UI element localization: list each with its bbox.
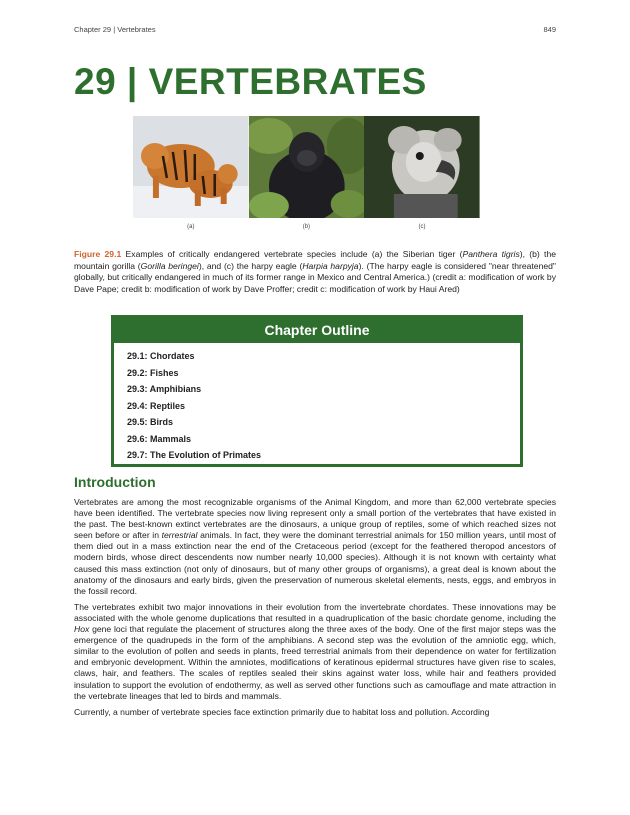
- harpy-eagle-photo: [364, 116, 480, 218]
- caption-text: ), and (c) the harpy eagle (: [198, 260, 303, 271]
- introduction-body: [74, 497, 556, 723]
- figure-label: Figure 29.1: [74, 249, 122, 259]
- text-run: Vertebrates are among the most recognizable organisms of the Animal Kingdom, and more than 62,000 vertebrate species have been identified. The vertebrate species now living represent only a small portion of the vertebrates that have existed in the past. The best-known extinct vertebrates are the dinosaurs, a unique group of reptiles, some of which reached sizes not seen before or after in: [74, 497, 556, 541]
- figure-photos: [133, 116, 480, 218]
- caption-species-eagle: Harpia harpyja: [302, 260, 359, 271]
- figure-caption: [74, 249, 556, 296]
- outline-item[interactable]: 29.2: Fishes: [127, 367, 179, 378]
- outline-item[interactable]: 29.7: The Evolution of Primates: [127, 450, 262, 460]
- caption-species-tiger: Panthera tigris: [462, 249, 520, 259]
- header-chapter-label: Chapter 29 | Vertebrates: [74, 25, 156, 34]
- text-run: gene loci that regulate the placement of structures along the three axes of the body. One of the first major steps was the emergence of the quadrupeds in the form of the amphibians. A second step was the evolution of the amniotic egg, which, similar to the evolution of pollen and seeds in plants, freed terrestrial animals from their dependence on water for fertilization and embryonic development. Within the amniotes, modifications of keratinous epidermal structures have given rise to scales, claws, hair, and feathers. The scales of reptiles sealed their skins against water loss, while hair and feathers provided insulation to support the evolution of endothermy, as well as served other functions such as camouflage and mate attraction in the vertebrate lineages that led to birds and mammals.: [74, 624, 556, 701]
- page-number: 849: [543, 25, 556, 34]
- outline-item[interactable]: 29.6: Mammals: [127, 433, 192, 444]
- text-run: animals. In fact, they were the dominant terrestrial animals for 150 million years, until most of them died out in a mass extinction near the end of the Cretaceous period (except for the feathered theropod ancestors of modern birds, whose direct descendents now number nearly 10,000 species). Although it is not known with certainty what caused this mass extinction (not only of dinosaurs, but of many other groups of organisms), a great deal is known about the anatomy of the dinosaurs and early birds, given the preservation of numerous skeletal elements, nests, eggs, and embryos in the fossil record.: [74, 530, 557, 596]
- outline-item[interactable]: 29.5: Birds: [127, 417, 174, 427]
- text-run: The vertebrates exhibit two major innovations in their evolution from the invertebrate chordates. These innovations may be associated with the whole genome duplications that resulted in a quadruplication of the basic chordate genome, including the: [74, 601, 556, 623]
- panel-label-b: (b): [302, 224, 311, 230]
- siberian-tiger-photo: [133, 116, 249, 218]
- outline-item[interactable]: 29.3: Amphibians: [127, 384, 202, 394]
- mountain-gorilla-photo: [249, 116, 365, 218]
- caption-text: ), (b) the mountain gorilla (: [74, 249, 557, 271]
- outline-item[interactable]: 29.4: Reptiles: [127, 400, 186, 411]
- body-paragraph: [74, 602, 556, 702]
- body-paragraph: Currently, a number of vertebrate species face extinction primarily due to habitat loss and pollution. According: [74, 706, 490, 717]
- caption-species-gorilla: Gorilla beringei: [140, 260, 199, 271]
- chapter-outline-heading: Chapter Outline: [114, 318, 520, 343]
- outline-item[interactable]: 29.1: Chordates: [127, 351, 195, 361]
- chapter-outline-list: [114, 343, 520, 464]
- emphasis-term: terrestrial: [161, 530, 198, 541]
- panel-label-c: (c): [418, 224, 426, 230]
- emphasis-term: Hox: [74, 624, 90, 635]
- caption-text: ). (The harpy eagle is considered "near threatened" globally, but critically endangered in much of its former range in Mexico and Central America.) (credit a: modification of work by Dave Pape; credit b: modification of work by Dave Proffer; credit c: modification of work by Haui Ared): [74, 260, 556, 295]
- running-header: [74, 25, 556, 34]
- panel-label-a: (a): [187, 224, 195, 230]
- figure-panel-labels: [133, 224, 480, 230]
- introduction-heading: Introduction: [74, 474, 156, 490]
- chapter-outline-box: [111, 315, 523, 467]
- chapter-title: 29 | VERTEBRATES: [74, 61, 427, 102]
- body-paragraph: [74, 497, 556, 597]
- caption-text: Examples of critically endangered vertebrate species include (a) the Siberian tiger (: [121, 249, 463, 259]
